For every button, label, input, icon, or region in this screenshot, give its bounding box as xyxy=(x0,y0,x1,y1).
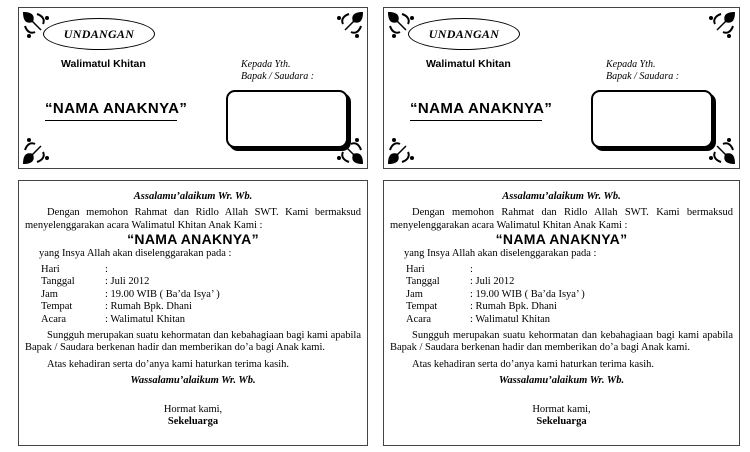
undangan-oval-title: UNDANGAN xyxy=(408,18,520,50)
detail-label: Tempat xyxy=(41,301,73,313)
intro-paragraph: Dengan memohon Rahmat dan Ridlo Allah SWT. Kami bermaksud menyelenggarakan acara Walimatul Khitan Anak Kami : xyxy=(25,207,361,231)
recipient-label-line2: Bapak / Saudara : xyxy=(241,71,315,82)
detail-value: : 19.00 WIB ( Ba’da Isya’ ) xyxy=(470,288,585,300)
intro-paragraph: Dengan memohon Rahmat dan Ridlo Allah SWT. Kami bermaksud menyelenggarakan acara Walimatul Khitan Anak Kami : xyxy=(390,207,733,231)
detail-value: : Rumah Bpk. Dhani xyxy=(470,301,557,313)
detail-label: Hari xyxy=(406,264,425,276)
name-underline xyxy=(45,120,177,121)
detail-label: Hari xyxy=(41,264,60,276)
honor-paragraph: Sungguh merupakan suatu kehormatan dan kebahagiaan bagi kami apabila Bapak / Saudara berkenan hadir dan memberikan do’a bagi Anak kami. xyxy=(25,330,361,354)
detail-row xyxy=(25,264,361,276)
recipient-label xyxy=(606,59,679,83)
name-underline xyxy=(410,120,542,121)
detail-value: : xyxy=(470,264,473,276)
detail-value: : Walimatul Khitan xyxy=(470,313,551,325)
detail-row xyxy=(390,264,733,276)
detail-label: Jam xyxy=(41,288,58,300)
closing-greeting: Wassalamu’alaikum Wr. Wb. xyxy=(130,375,256,387)
child-name: “NAMA ANAKNYA” xyxy=(410,100,553,117)
undangan-oval-title: UNDANGAN xyxy=(43,18,155,50)
child-name-large: “NAMA ANAKNYA” xyxy=(127,231,259,248)
recipient-label-line2: Bapak / Saudara : xyxy=(606,71,680,82)
greeting: Assalamu’alaikum Wr. Wb. xyxy=(133,191,253,202)
detail-row xyxy=(390,289,733,301)
address-box xyxy=(591,90,713,148)
detail-value: : Walimatul Khitan xyxy=(105,313,186,325)
detail-row xyxy=(25,314,361,326)
detail-label: Acara xyxy=(41,313,67,325)
event-subtitle: Walimatul Khitan xyxy=(426,58,511,70)
detail-row xyxy=(390,276,733,288)
detail-row xyxy=(25,289,361,301)
ornament-corner-icon xyxy=(21,134,53,166)
recipient-label-line1: Kepada Yth. xyxy=(241,59,291,70)
event-subtitle: Walimatul Khitan xyxy=(61,58,146,70)
detail-label: Tempat xyxy=(406,301,438,313)
envelope-card-right xyxy=(383,7,740,169)
detail-label: Jam xyxy=(406,288,423,300)
detail-value: : Juli 2012 xyxy=(105,276,150,288)
regards-text: Hormat kami, xyxy=(532,403,591,415)
held-on-text: yang Insya Allah akan diselenggarakan pada : xyxy=(404,247,597,259)
ornament-corner-icon xyxy=(333,10,365,42)
letter-card-left xyxy=(18,180,368,446)
child-name: “NAMA ANAKNYA” xyxy=(45,100,188,117)
detail-value: : xyxy=(105,264,108,276)
detail-row xyxy=(390,301,733,313)
detail-row xyxy=(25,301,361,313)
child-name-large: “NAMA ANAKNYA” xyxy=(495,231,628,248)
thanks-text: Atas kehadiran serta do’anya kami haturkan terima kasih. xyxy=(412,358,654,370)
detail-row xyxy=(25,276,361,288)
signature: Sekeluarga xyxy=(536,416,587,428)
detail-row xyxy=(390,314,733,326)
letter-card-right xyxy=(383,180,740,446)
detail-label: Tanggal xyxy=(41,276,75,288)
envelope-card-left xyxy=(18,7,368,169)
detail-value: : Juli 2012 xyxy=(470,276,515,288)
ornament-corner-icon xyxy=(386,134,418,166)
address-box xyxy=(226,90,348,148)
detail-label: Tanggal xyxy=(406,276,440,288)
detail-label: Acara xyxy=(406,313,432,325)
thanks-text: Atas kehadiran serta do’anya kami haturkan terima kasih. xyxy=(47,358,289,370)
greeting: Assalamu’alaikum Wr. Wb. xyxy=(502,191,621,202)
recipient-label-line1: Kepada Yth. xyxy=(606,59,656,70)
recipient-label xyxy=(241,59,314,83)
regards-text: Hormat kami, xyxy=(163,403,223,415)
detail-value: : Rumah Bpk. Dhani xyxy=(105,301,192,313)
closing-greeting: Wassalamu’alaikum Wr. Wb. xyxy=(498,375,625,387)
honor-paragraph: Sungguh merupakan suatu kehormatan dan kebahagiaan bagi kami apabila Bapak / Saudara berkenan hadir dan memberikan do’a bagi Anak kami. xyxy=(390,330,733,354)
ornament-corner-icon xyxy=(705,10,737,42)
detail-value: : 19.00 WIB ( Ba’da Isya’ ) xyxy=(105,288,220,300)
held-on-text: yang Insya Allah akan diselenggarakan pada : xyxy=(39,247,232,259)
signature: Sekeluarga xyxy=(167,416,219,428)
